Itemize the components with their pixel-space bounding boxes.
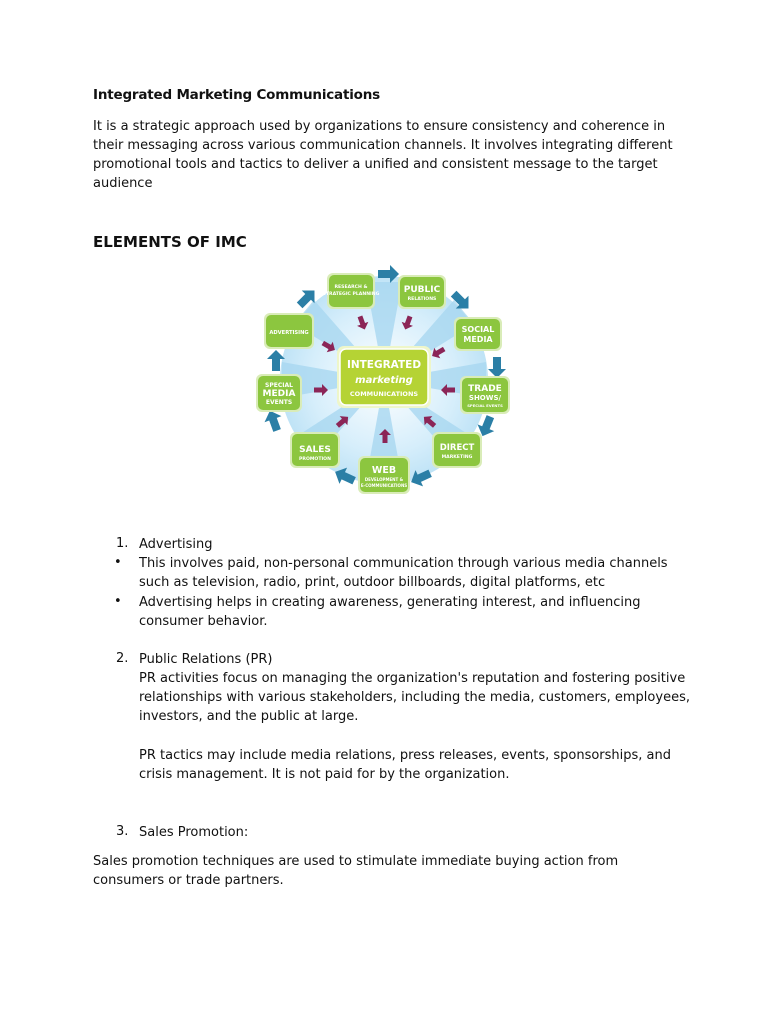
node-social-sub: MEDIA [463, 335, 493, 344]
bullet-marker: • [114, 594, 122, 609]
imc-diagram [254, 262, 514, 498]
node-trade-shows [460, 376, 510, 414]
node-advertising [264, 313, 314, 349]
node-pr-sub: RELATIONS [407, 297, 437, 302]
node-trade-sub: SHOWS/ [468, 394, 502, 402]
node-web-sub: DEVELOPMENT & [364, 477, 404, 482]
center-line2: marketing [355, 375, 413, 386]
node-sales-main: SALES [299, 445, 331, 455]
node-social-main: SOCIAL [461, 325, 495, 334]
item-1-label: Advertising [139, 537, 213, 552]
node-advertising-main: ADVERTISING [269, 330, 309, 336]
node-web-extra: E-COMMUNICATIONS [360, 483, 408, 488]
item-3-number: 3. [116, 824, 129, 839]
intro-paragraph: It is a strategic approach used by organizations to ensure consistency and coherence in their messaging across various communication channels. It involves integrating different promotional tools and tactics to deliver a unified and consistent message to the target audience [93, 119, 673, 191]
item-3-label: Sales Promotion: [139, 825, 249, 840]
node-special-main: SPECIAL [265, 382, 293, 389]
node-research-sub: STRATEGIC PLANNING [322, 292, 380, 297]
node-research-planning [323, 273, 380, 309]
node-web-development [358, 456, 410, 494]
item-1-bullet-1: This involves paid, non-personal communication through various media channels such as television, radio, print, outdoor billboards, digital platforms, etc [139, 556, 668, 590]
node-special-extra: EVENTS [265, 399, 293, 406]
center-line3: COMMUNICATIONS [349, 390, 419, 398]
document-title: Integrated Marketing Communications [93, 87, 380, 103]
node-direct-sub: MARKETING [441, 455, 473, 460]
node-direct-main: DIRECT [439, 443, 475, 453]
node-public-relations [398, 275, 446, 309]
node-social-media [454, 317, 502, 351]
item-2-number: 2. [116, 651, 129, 666]
item-2-label: Public Relations (PR) [139, 652, 273, 667]
node-research-main: RESEARCH & [334, 285, 368, 290]
item-2-paragraph-1: PR activities focus on managing the organization's reputation and fostering positive relationships with various stakeholders, including the media, customers, employees, investors, and the public at large. [139, 671, 690, 724]
node-special-sub: MEDIA [262, 389, 296, 399]
node-special-media-events [256, 374, 302, 412]
closing-paragraph: Sales promotion techniques are used to stimulate immediate buying action from consumers or trade partners. [93, 854, 619, 888]
node-direct-marketing [432, 432, 482, 468]
item-2-paragraph-2: PR tactics may include media relations, press releases, events, sponsorships, and crisis management. It is not paid for by the organization. [139, 748, 672, 782]
section-heading: ELEMENTS OF IMC [93, 233, 247, 251]
imc-diagram-svg [254, 262, 514, 498]
node-web-main: WEB [371, 465, 397, 476]
node-trade-main: TRADE [468, 384, 502, 394]
node-pr-main: PUBLIC [403, 285, 441, 295]
center-line1: INTEGRATED [346, 359, 422, 371]
node-sales-promotion [290, 432, 340, 468]
item-1-number: 1. [116, 536, 129, 551]
node-trade-extra: SPECIAL EVENTS [467, 403, 503, 408]
item-1-bullet-2: Advertising helps in creating awareness, generating interest, and influencing consumer behavior. [139, 595, 641, 629]
center-box [337, 346, 431, 408]
bullet-marker: • [114, 555, 122, 570]
node-sales-sub: PROMOTION [299, 457, 331, 462]
